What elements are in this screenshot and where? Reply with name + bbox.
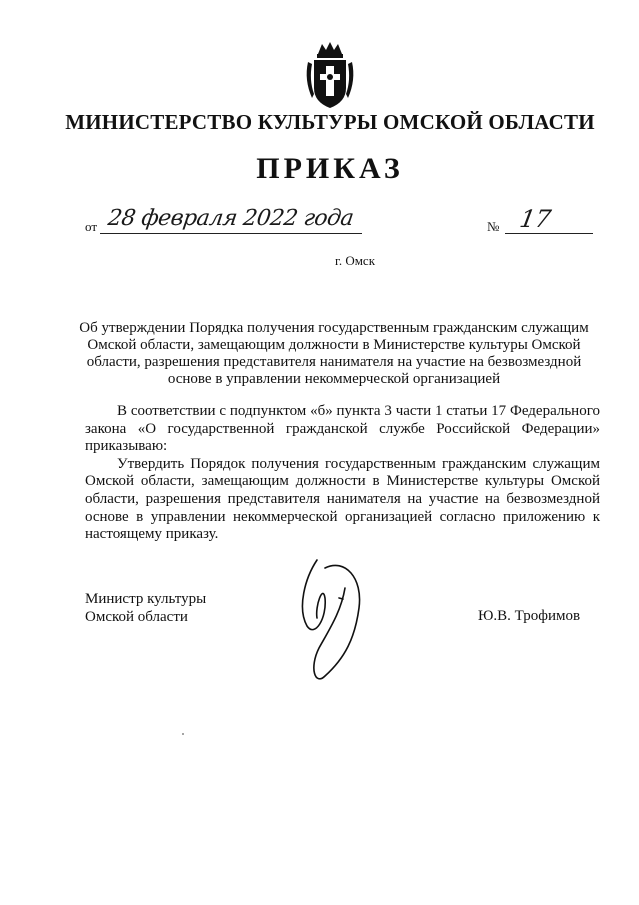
order-preamble: В соответствии с подпунктом «б» пункта 3 части 1 статьи 17 Федерального закона «О государственной гражданской службе Российской Федерации» приказываю:: [85, 403, 600, 455]
signer-title: [85, 590, 206, 626]
date-prefix: от: [85, 219, 98, 234]
handwritten-date: 28 февраля 2022 года: [106, 206, 355, 231]
number-underline: [505, 233, 593, 234]
scan-speck: [182, 733, 184, 735]
signer-name: Ю.В. Трофимов: [478, 608, 581, 624]
ministry-name: МИНИСТЕРСТВО КУЛЬТУРЫ ОМСКОЙ ОБЛАСТИ: [65, 110, 595, 134]
city-label: г. Омск: [334, 253, 376, 268]
document-type-title: ПРИКАЗ: [256, 152, 404, 185]
handwritten-number: 17: [517, 205, 554, 233]
omsk-coat-of-arms-icon: [300, 40, 360, 112]
signer-title-line2: Омской области: [85, 609, 188, 625]
number-prefix: №: [487, 219, 500, 234]
signer-title-line1: Министр культуры: [85, 591, 207, 607]
order-subject: Об утверждении Порядка получения государственным гражданским служащим Омской области, замещающим должности в Министерстве культуры Омской области, разрешения представителя нанимателя на участие на безвозмездной основе в управлении некоммерческой организацией: [79, 320, 589, 387]
handwritten-signature-icon: [285, 548, 375, 698]
order-body: [85, 403, 600, 544]
date-underline: [100, 233, 362, 234]
order-text: Утвердить Порядок получения государственным гражданским служащим Омской области, замещающим должности в Министерстве культуры Омской области, разрешения представителя нанимателя на участие на безвозмездной основе в управлении некоммерческой организацией согласно приложению к настоящему приказу.: [85, 455, 600, 543]
